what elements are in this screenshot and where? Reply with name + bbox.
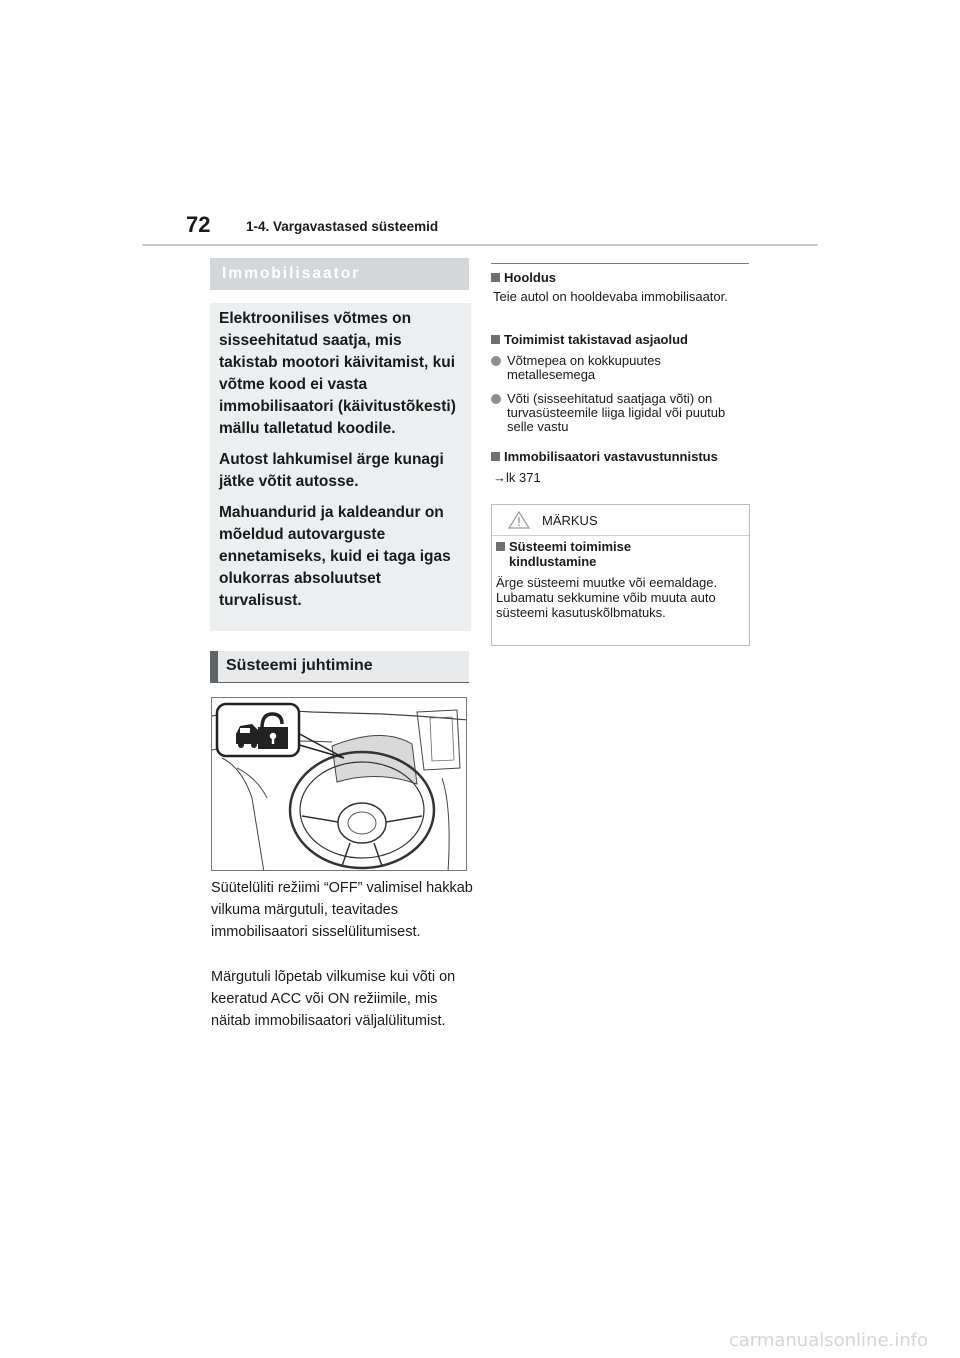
square-bullet-icon [491, 452, 500, 461]
dashboard-illustration [211, 697, 467, 871]
list-item: Võti (sisseehitatud saatjaga võti) on turvasüsteemile liiga ligidal või puutub selle vastu [491, 392, 749, 434]
body-paragraph: Märgutuli lõpetab vilkumise kui võti on keeratud ACC või ON režiimile, mis näitab immobilisaatori väljalülitumist. [211, 969, 456, 1029]
note-text: Ärge süsteemi muutke või eemaldage. Lubamatu sekkumine võib muuta auto süsteemi kasutuskõlbmatuks. [496, 575, 718, 620]
square-bullet-icon [491, 335, 500, 344]
list-item: Võtmepea on kokkupuutes metallesemega [491, 354, 749, 382]
page-number: 72 [186, 212, 211, 237]
section-underline [210, 682, 469, 683]
right-column-divider [491, 263, 749, 264]
subhead-hooldus: Hooldus [491, 270, 556, 285]
watermark: carmanualsonline.info [728, 1330, 928, 1351]
note-box [491, 504, 750, 646]
note-heading: Süsteemi toimimise kindlustamine [496, 539, 709, 569]
hooldus-text: Teie autol on hooldevaba immobilisaator. [493, 289, 728, 304]
subhead-toimimist: Toimimist takistavad asjaolud [491, 332, 688, 347]
header-divider [142, 244, 818, 246]
summary-paragraph: Autost lahkumisel ärge kunagi jätke võtit autosse. [219, 451, 444, 490]
square-bullet-icon [491, 273, 500, 282]
summary-box [210, 303, 471, 631]
steering-wheel-drawing [212, 698, 467, 871]
body-paragraph: Süütelüliti režiimi “OFF” valimisel hakkab vilkuma märgutuli, teavitades immobilisaatori sisselülitumisest. [211, 880, 473, 940]
subhead-vastavus: Immobilisaatori vastavustunnistus [491, 449, 718, 464]
section-title-immobilisaator: Immobilisaator [210, 258, 469, 290]
summary-paragraph: Elektroonilises võtmes on sisseehitatud saatja, mis takistab mootori käivitamist, kui võtme kood ei vasta immobilisaatori (käivitustõkesti) mällu talletatud koodile. [219, 310, 456, 437]
circle-bullet-icon [491, 356, 501, 366]
chapter-title: 1-4. Vargavastased süsteemid [246, 219, 439, 234]
note-title: MÄRKUS [542, 513, 598, 528]
note-title-row [492, 505, 749, 536]
section-title-juhtimine: Süsteemi juhtimine [210, 651, 469, 683]
circle-bullet-icon [491, 394, 501, 404]
square-bullet-icon [496, 542, 505, 551]
summary-paragraph: Mahuandurid ja kaldeandur on mõeldud autovarguste ennetamiseks, kuid ei taga igas olukorras absoluutset turvalisust. [219, 504, 451, 609]
warning-triangle-icon [507, 510, 531, 530]
page-reference-link[interactable]: →lk 371 [493, 470, 541, 485]
